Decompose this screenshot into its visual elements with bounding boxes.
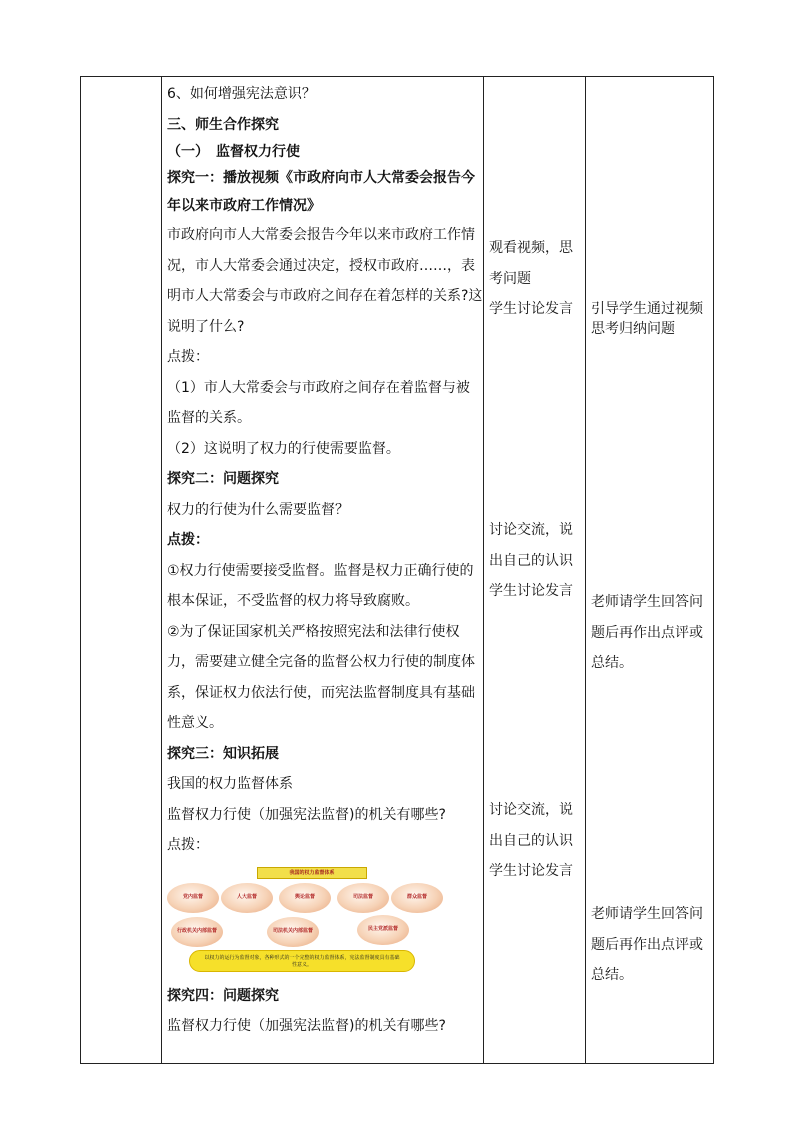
supervision-system-diagram <box>167 865 437 975</box>
explore3-title: 探究三：知识拓展 <box>167 745 279 762</box>
diagram-oval: 司法机关内部监督 <box>267 917 319 947</box>
student-activity-text: 学生讨论发言 <box>489 863 573 879</box>
student-activity-text: 观看视频，思考问题 <box>489 240 573 287</box>
design-intent-3: 老师请学生回答问题后再作出点评或总结。 <box>591 906 703 983</box>
explore1-text: 市政府向市人大常委会报告今年以来市政府工作情况，市人大常委会通过决定，授权市政府……，表明市人大常委会与市政府之间存在着怎样的关系?这说明了什么? <box>167 227 483 335</box>
student-activity-2 <box>489 515 585 607</box>
subsection-heading: （一） 监督权力行使 <box>167 144 300 160</box>
diagram-oval: 群众监督 <box>391 883 443 913</box>
explore3-hint: 点拨： <box>167 837 209 853</box>
student-activity-1 <box>489 233 585 325</box>
question-6: 6、如何增强宪法意识？ <box>167 86 316 102</box>
diagram-oval: 民主党派监督 <box>357 915 409 945</box>
design-intent-1: 引导学生通过视频思考归纳问题 <box>591 301 703 337</box>
explore2-question: 权力的行使为什么需要监督？ <box>167 501 349 518</box>
diagram-title: 我国的权力监督体系 <box>257 867 367 879</box>
student-activity-text: 学生讨论发言 <box>489 583 573 599</box>
column-divider <box>483 77 484 1063</box>
column-divider <box>585 77 586 1063</box>
explore1-point1: （1）市人大常委会与市政府之间存在着监督与被监督的关系。 <box>167 379 470 426</box>
student-activity-3 <box>489 795 585 887</box>
diagram-oval: 人大监督 <box>221 883 273 913</box>
diagram-oval: 舆论监督 <box>279 883 331 913</box>
design-intent-2: 老师请学生回答问题后再作出点评或总结。 <box>591 594 703 671</box>
explore3-line2: 监督权力行使（加强宪法监督)的机关有哪些? <box>167 806 446 823</box>
hint-label: 点拨： <box>167 349 209 365</box>
explore2-point2: ②为了保证国家机关严格按照宪法和法律行使权力，需要建立健全完备的监督公权力行使的制度体系，保证权力依法行使，而宪法监督制度具有基础性意义。 <box>167 623 475 731</box>
diagram-oval: 行政机关内部监督 <box>171 917 223 947</box>
teaching-content-cell <box>167 79 483 1042</box>
explore1-point2: （2）这说明了权力的行使需要监督。 <box>167 440 400 457</box>
explore4-question: 监督权力行使（加强宪法监督)的机关有哪些? <box>167 1018 446 1034</box>
student-activity-text: 学生讨论发言 <box>489 301 573 317</box>
explore2-hint: 点拨： <box>167 532 209 548</box>
student-activity-text: 讨论交流，说出自己的认识 <box>489 522 573 569</box>
explore1-title: 探究一：播放视频《市政府向市人大常委会报告今年以来市政府工作情况》 <box>167 170 475 214</box>
explore4-title: 探究四：问题探究 <box>167 987 279 1004</box>
explore2-title: 探究二：问题探究 <box>167 471 279 487</box>
section-heading: 三、师生合作探究 <box>167 116 279 133</box>
explore2-point1: ①权力行使需要接受监督。监督是权力正确行使的根本保证，不受监督的权力将导致腐败。 <box>167 562 474 609</box>
explore3-line1: 我国的权力监督体系 <box>167 776 293 792</box>
diagram-oval: 党内监督 <box>167 883 219 913</box>
diagram-banner: 以权力的运行为监督对象，各种形式的一个完整的权力监督体系，宪法监督制度具有基础性意义。 <box>189 950 415 972</box>
student-activity-text: 讨论交流，说出自己的认识 <box>489 802 573 849</box>
diagram-oval: 司法监督 <box>337 883 389 913</box>
column-divider <box>161 77 162 1063</box>
lesson-table <box>80 76 714 1064</box>
